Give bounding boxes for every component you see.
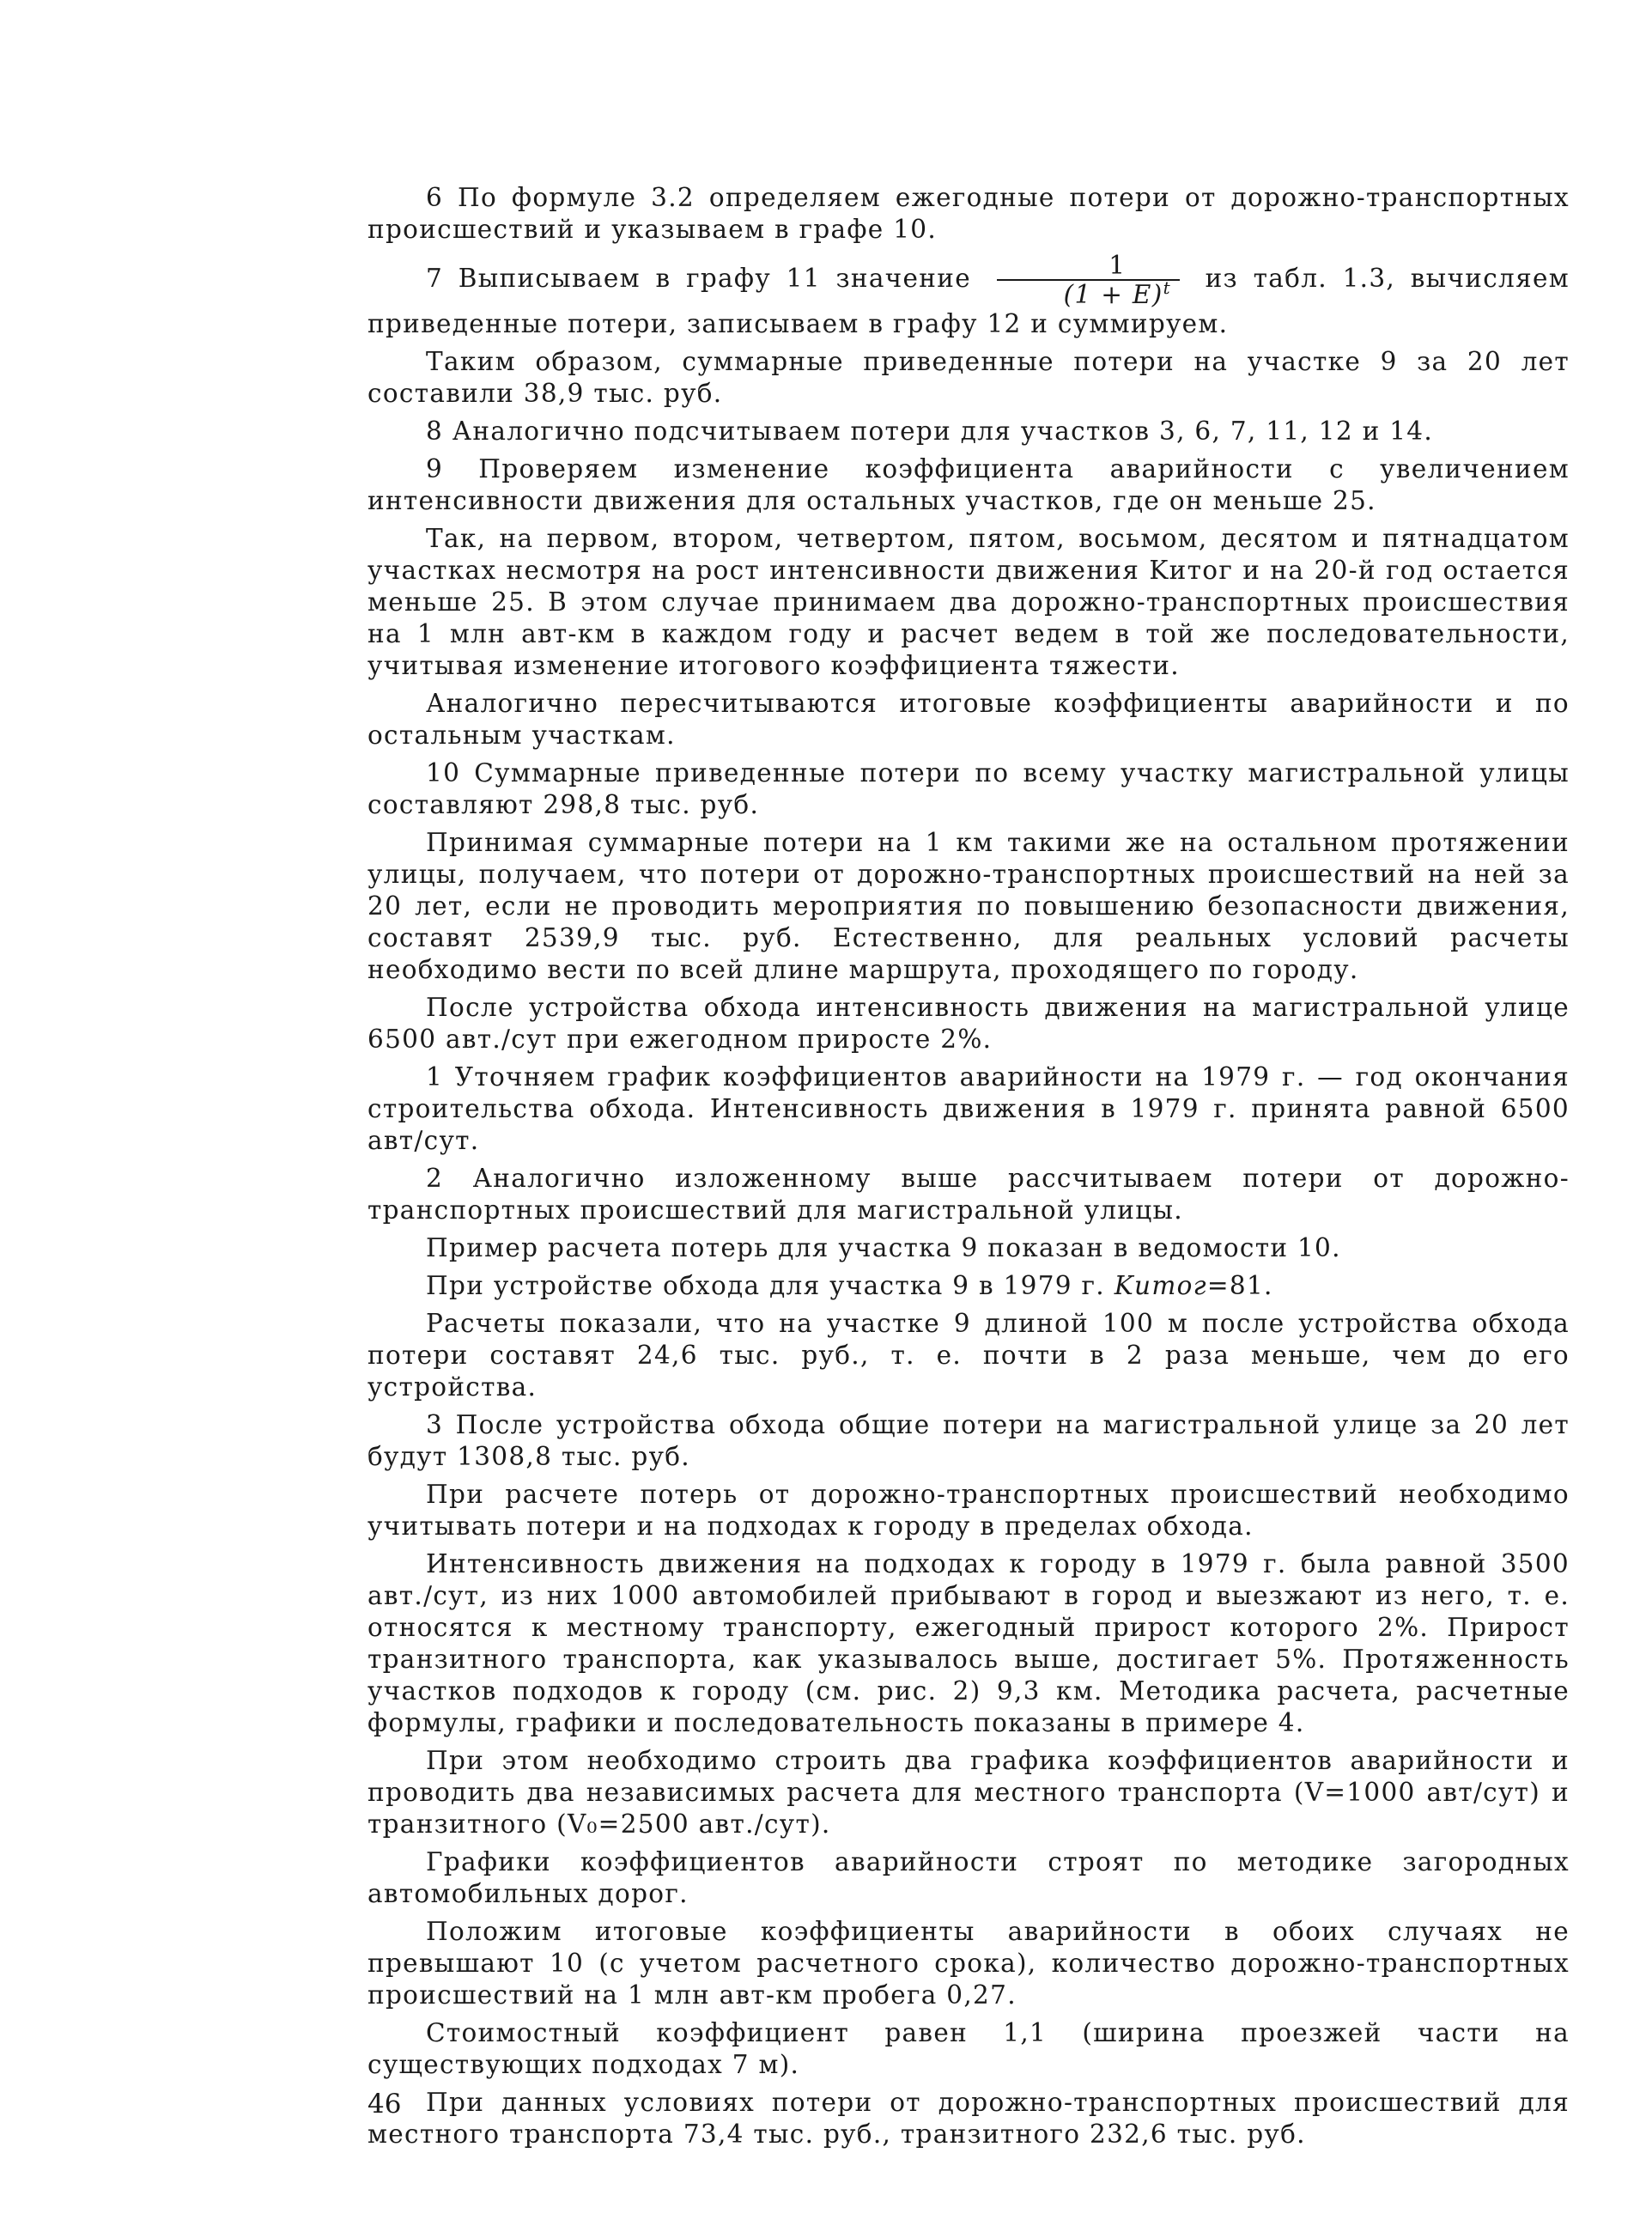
paragraph: 1 Уточняем график коэффициентов аварийности на 1979 г. — год окончания строительства обхода. Интенсивность движения в 1979 г. принята равной 6500 авт/сут. <box>367 1062 1570 1155</box>
paragraph: После устройства обхода интенсивность движения на магистральной улице 6500 авт./сут при ежегодном приросте 2%. <box>367 993 1570 1054</box>
paragraph-with-formula <box>367 252 1570 340</box>
paragraph: 2 Аналогично изложенному выше рассчитываем потери от дорожно-транспортных происшествий для магистральной улицы. <box>367 1164 1570 1225</box>
fraction-formula <box>997 252 1180 308</box>
paragraph: 3 После устройства обхода общие потери на магистральной улице за 20 лет будут 1308,8 тыс. руб. <box>367 1410 1570 1471</box>
paragraph-text: 7 Выписываем в графу 11 значение <box>426 264 971 293</box>
paragraph-text: из табл. 1.3, вычисляем приведенные потери, записываем в графу 12 и суммируем. <box>367 264 1570 338</box>
paragraph: Так, на первом, втором, четвертом, пятом, восьмом, десятом и пятнадцатом участках несмотря на рост интенсивности движения Kитог и на 20-й год остается меньше 25. В этом случае принимаем два дорожно-транспортных происшествия на 1 млн авт-км в каждом году и расчет ведем в той же последовательности, учитывая изменение итогового коэффициента тяжести. <box>367 524 1570 680</box>
denominator-exponent: t <box>1163 277 1171 299</box>
paragraph: 10 Суммарные приведенные потери по всему участку магистральной улицы составляют 298,8 тыс. руб. <box>367 758 1570 819</box>
paragraph: При этом необходимо строить два графика коэффициентов аварийности и проводить два независимых расчета для местного транспорта (V=1000 авт/сут) и транзитного (V₀=2500 авт./сут). <box>367 1746 1570 1839</box>
paragraph: 9 Проверяем изменение коэффициента аварийности с увеличением интенсивности движения для остальных участков, где он меньше 25. <box>367 454 1570 515</box>
denominator-base: (1 + E) <box>1063 280 1163 309</box>
paragraph: 6 По формуле 3.2 определяем ежегодные потери от дорожно-транспортных происшествий и указываем в графе 10. <box>367 183 1570 244</box>
paragraph: 8 Аналогично подсчитываем потери для участков 3, 6, 7, 11, 12 и 14. <box>426 417 1434 446</box>
paragraph: Аналогично пересчитываются итоговые коэффициенты аварийности и по остальным участкам. <box>367 689 1570 750</box>
paragraph: Стоимостный коэффициент равен 1,1 (ширина проезжей части на существующих подходах 7 м). <box>367 2018 1570 2079</box>
fraction-denominator <box>997 279 1180 308</box>
paragraph: Положим итоговые коэффициенты аварийности в обоих случаях не превышают 10 (с учетом расчетного срока), количество дорожно-транспортных происшествий на 1 млн авт-км пробега 0,27. <box>367 1917 1570 2010</box>
paragraph: Расчеты показали, что на участке 9 длиной 100 м после устройства обхода потери составят 24,6 тыс. руб., т. е. почти в 2 раза меньше, чем до его устройства. <box>367 1309 1570 1402</box>
paragraph-with-symbol <box>367 1270 1570 1302</box>
fraction-numerator: 1 <box>1108 251 1127 280</box>
paragraph: Интенсивность движения на подходах к городу в 1979 г. была равной 3500 авт./сут, из них 1000 автомобилей прибывают в город и выезжают из него, т. е. относятся к местному транспорту, ежегодный прирост которого 2%. Прирост транзитного транспорта, как указывалось выше, достигает 5%. Протяженность участков подходов к городу (см. рис. 2) 9,3 км. Методика расчета, расчетные формулы, графики и последовательность показаны в примере 4. <box>367 1549 1570 1737</box>
paragraph: Пример расчета потерь для участка 9 показан в ведомости 10. <box>426 1233 1341 1262</box>
page-number: 46 <box>367 2089 402 2120</box>
paragraph-text: =81. <box>1206 1271 1273 1300</box>
paragraph: При данных условиях потери от дорожно-транспортных происшествий для местного транспорта 73,4 тыс. руб., транзитного 232,6 тыс. руб. <box>367 2088 1570 2149</box>
coefficient-symbol: Kитог <box>1114 1271 1207 1300</box>
paragraph: Графики коэффициентов аварийности строят по методике загородных автомобильных дорог. <box>367 1847 1570 1908</box>
paragraph-text: При устройстве обхода для участка 9 в 1979 г. <box>426 1271 1105 1300</box>
paragraph: При расчете потерь от дорожно-транспортных происшествий необходимо учитывать потери и на подходах к городу в пределах обхода. <box>367 1480 1570 1541</box>
paragraph: Принимая суммарные потери на 1 км такими же на остальном протяжении улицы, получаем, что потери от дорожно-транспортных происшествий на ней за 20 лет, если не проводить мероприятия по повышению безопасности движения, составят 2539,9 тыс. руб. Естественно, для реальных условий расчеты необходимо вести по всей длине маршрута, проходящего по городу. <box>367 828 1570 984</box>
paragraph: Таким образом, суммарные приведенные потери на участке 9 за 20 лет составили 38,9 тыс. руб. <box>367 347 1570 408</box>
body-text <box>367 182 1570 2156</box>
